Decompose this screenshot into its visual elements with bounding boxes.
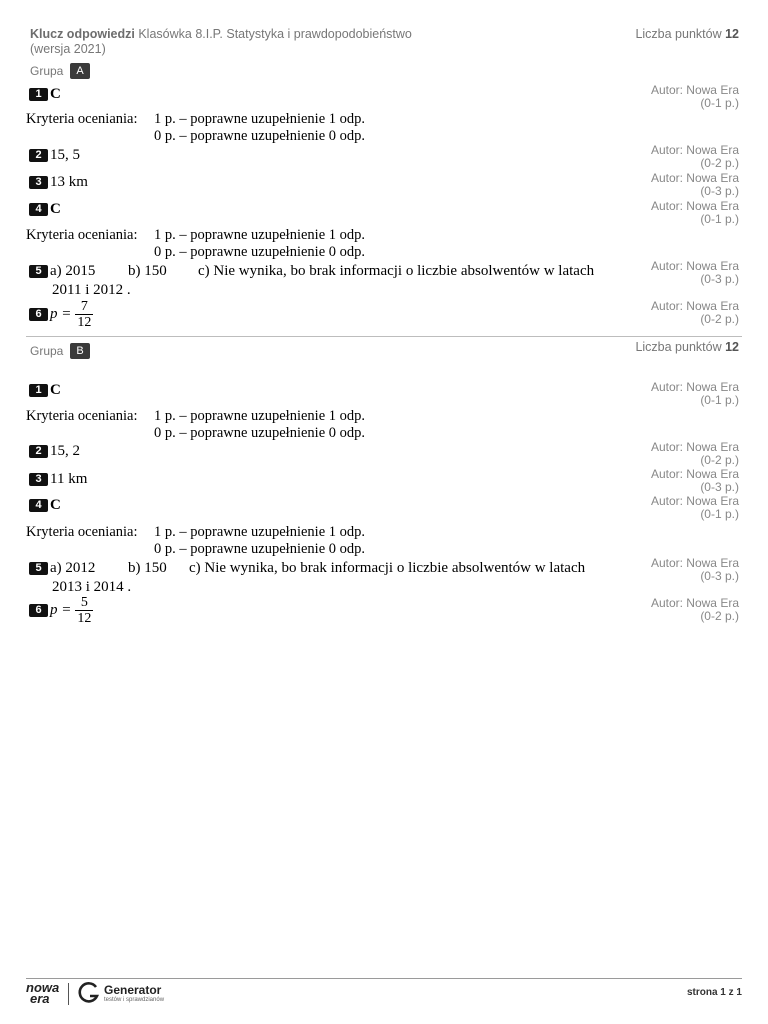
title-bold: Klucz odpowiedzi <box>30 27 135 41</box>
group-divider <box>26 336 742 337</box>
author-info-a-1 <box>651 84 739 110</box>
points-range: (0-2 p.) <box>700 609 739 623</box>
answer-a-5 <box>29 263 95 280</box>
author-info-a-5 <box>651 260 739 286</box>
logo-text-nowa: nowa <box>26 980 60 995</box>
question-number: 5 <box>29 265 48 278</box>
answer-b-6 <box>29 595 93 626</box>
group-label: Grupa <box>30 64 64 78</box>
criteria-line-1: 1 p. – poprawne uzupełnienie 1 odp. <box>154 524 366 540</box>
criteria-line-1: 1 p. – poprawne uzupełnienie 1 odp. <box>154 227 366 243</box>
answer-b-3 <box>29 471 87 488</box>
author-name: Autor: Nowa Era <box>650 83 739 97</box>
criteria-b-4 <box>26 524 365 541</box>
answer-text: 11 km <box>50 471 88 487</box>
question-number: 4 <box>29 499 48 512</box>
answer-part-a: a) 2015 <box>50 263 96 279</box>
criteria-a-4 <box>26 227 365 244</box>
author-info-b-4 <box>651 495 739 521</box>
criteria-b-1 <box>26 408 365 425</box>
group-a-heading <box>30 62 90 80</box>
criteria-label: Kryteria oceniania: <box>26 227 138 243</box>
question-number: 1 <box>29 88 48 101</box>
answer-text: C <box>50 382 61 398</box>
answer-continuation: 2013 i 2014 . <box>52 579 132 595</box>
criteria-line-2: 0 p. – poprawne uzupełnienie 0 odp. <box>154 244 366 260</box>
criteria-line-1: 1 p. – poprawne uzupełnienie 1 odp. <box>154 111 366 127</box>
fraction-numerator: 5 <box>80 595 88 610</box>
answer-a-6 <box>29 299 93 330</box>
author-name: Autor: Nowa Era <box>650 494 739 508</box>
question-number: 2 <box>29 149 48 162</box>
author-name: Autor: Nowa Era <box>650 171 739 185</box>
question-number: 2 <box>29 445 48 458</box>
document-title <box>30 27 450 57</box>
answer-part-a: a) 2012 <box>50 560 96 576</box>
criteria-line-1: 1 p. – poprawne uzupełnienie 1 odp. <box>154 408 366 424</box>
answer-text: C <box>50 201 61 217</box>
group-b-heading <box>30 342 90 360</box>
points-total <box>635 27 739 41</box>
points-range: (0-3 p.) <box>700 272 739 286</box>
answer-b-2 <box>29 443 80 460</box>
points-range: (0-1 p.) <box>700 393 739 407</box>
author-info-a-3 <box>651 172 739 198</box>
answer-text: 15, 5 <box>50 147 80 163</box>
question-number: 6 <box>29 308 48 321</box>
group-label: Grupa <box>30 344 64 358</box>
points-range: (0-3 p.) <box>700 480 739 494</box>
author-name: Autor: Nowa Era <box>650 556 739 570</box>
answer-b-4 <box>29 497 61 514</box>
author-info-a-2 <box>651 144 739 170</box>
fraction <box>75 595 93 626</box>
criteria-line-2: 0 p. – poprawne uzupełnienie 0 odp. <box>154 541 366 557</box>
footer-divider <box>26 978 742 979</box>
points-range: (0-2 p.) <box>700 156 739 170</box>
answer-text: C <box>50 497 61 513</box>
points-range: (0-2 p.) <box>700 312 739 326</box>
answer-text: 13 km <box>50 174 88 190</box>
criteria-label: Kryteria oceniania: <box>26 408 138 424</box>
answer-part-b: b) 150 <box>128 560 167 576</box>
author-name: Autor: Nowa Era <box>650 440 739 454</box>
generator-logo-icon <box>78 982 100 1004</box>
answer-continuation: 2011 i 2012 . <box>52 282 131 298</box>
criteria-label: Kryteria oceniania: <box>26 524 138 540</box>
criteria-label: Kryteria oceniania: <box>26 111 138 127</box>
group-badge: A <box>70 63 89 79</box>
fraction-denominator: 12 <box>77 611 92 626</box>
author-info-b-5 <box>651 557 739 583</box>
generator-logo-text: Generator <box>104 983 162 997</box>
author-name: Autor: Nowa Era <box>650 199 739 213</box>
fraction-denominator: 12 <box>77 315 92 330</box>
author-name: Autor: Nowa Era <box>650 380 739 394</box>
question-number: 4 <box>29 203 48 216</box>
logo-separator <box>68 983 69 1005</box>
author-name: Autor: Nowa Era <box>650 259 739 273</box>
formula-prefix: p = <box>50 305 72 322</box>
title-version: (wersja 2021) <box>30 42 106 56</box>
author-name: Autor: Nowa Era <box>650 299 739 313</box>
points-range: (0-1 p.) <box>700 507 739 521</box>
author-name: Autor: Nowa Era <box>650 596 739 610</box>
author-info-b-6 <box>651 597 739 623</box>
fraction <box>75 299 93 330</box>
answer-part-c: c) Nie wynika, bo brak informacji o liczbie absolwentów w latach <box>198 263 595 279</box>
generator-logo-subtitle: testów i sprawdzianów <box>104 997 165 1003</box>
question-number: 3 <box>29 473 48 486</box>
answer-b-1 <box>29 382 61 399</box>
author-info-a-4 <box>651 200 739 226</box>
points-label: Liczba punktów <box>635 27 722 41</box>
criteria-line-2: 0 p. – poprawne uzupełnienie 0 odp. <box>154 128 366 144</box>
points-range: (0-3 p.) <box>700 184 739 198</box>
points-range: (0-1 p.) <box>700 212 739 226</box>
answer-text: 15, 2 <box>50 443 80 459</box>
points-range: (0-3 p.) <box>700 569 739 583</box>
group-badge: B <box>70 343 89 359</box>
answer-a-1 <box>29 86 61 103</box>
author-name: Autor: Nowa Era <box>650 143 739 157</box>
points-label: Liczba punktów <box>635 340 722 354</box>
criteria-line-2: 0 p. – poprawne uzupełnienie 0 odp. <box>154 425 366 441</box>
author-info-a-6 <box>651 300 739 326</box>
points-range: (0-2 p.) <box>700 453 739 467</box>
answer-a-2 <box>29 147 80 164</box>
answer-part-b: b) 150 <box>128 263 167 279</box>
title-rest: Klasówka 8.I.P. Statystyka i prawdopodobieństwo <box>138 27 412 41</box>
logo-text-era: era <box>30 991 50 1006</box>
criteria-a-1 <box>26 111 365 128</box>
answer-part-c: c) Nie wynika, bo brak informacji o liczbie absolwentów w latach <box>189 560 586 576</box>
question-number: 3 <box>29 176 48 189</box>
author-name: Autor: Nowa Era <box>650 467 739 481</box>
answer-text: C <box>50 86 61 102</box>
nowa-era-logo <box>26 982 59 1004</box>
points-range: (0-1 p.) <box>700 96 739 110</box>
question-number: 1 <box>29 384 48 397</box>
formula-prefix: p = <box>50 601 72 618</box>
answer-b-5 <box>29 560 95 577</box>
question-number: 5 <box>29 562 48 575</box>
answer-a-4 <box>29 201 61 218</box>
points-total-b <box>635 340 739 354</box>
author-info-b-3 <box>651 468 739 494</box>
author-info-b-2 <box>651 441 739 467</box>
question-number: 6 <box>29 604 48 617</box>
answer-a-3 <box>29 174 88 191</box>
author-info-b-1 <box>651 381 739 407</box>
points-value: 12 <box>725 340 739 354</box>
page-number: strona 1 z 1 <box>686 987 742 998</box>
fraction-numerator: 7 <box>80 299 88 314</box>
points-value: 12 <box>725 27 739 41</box>
